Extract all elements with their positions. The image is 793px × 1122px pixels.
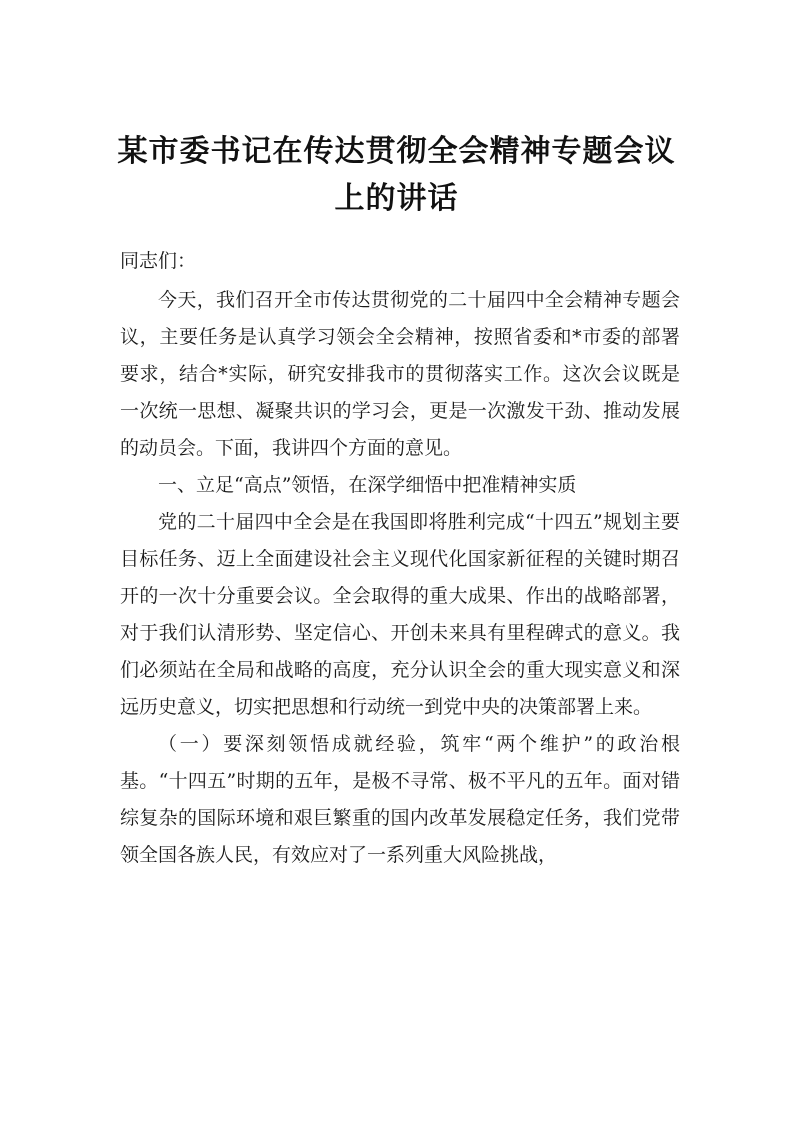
body-text xyxy=(120,282,680,874)
paragraph-intro: 今天，我们召开全市传达贯彻党的二十届四中全会精神专题会议，主要任务是认真学习领会全会精神，按照省委和*市委的部署要求，结合*实际，研究安排我市的贯彻落实工作。这次会议既是一次统一思想、凝聚共识的学习会，更是一次激发干劲、推动发展的动员会。下面，我讲四个方面的意见。 xyxy=(120,289,680,459)
document-title-line-1: 某市委书记在传达贯彻全会精神专题会议 xyxy=(117,134,676,169)
paragraph-section-1: 党的二十届四中全会是在我国即将胜利完成“十四五”规划主要目标任务、迈上全面建设社会主义现代化国家新征程的关键时期召开的一次十分重要会议。全会取得的重大成果、作出的战略部署，对于我们认清形势、坚定信心、开创未来具有里程碑式的意义。我们必须站在全局和战略的高度，充分认识全会的重大现实意义和深远历史意义，切实把思想和行动统一到党中央的决策部署上来。 xyxy=(120,511,680,718)
section-heading-1: 一、立足“高点”领悟，在深学细悟中把准精神实质 xyxy=(158,474,577,496)
greeting: 同志们： xyxy=(120,250,197,272)
document-title-line-2: 上的讲话 xyxy=(334,181,459,216)
paragraph-subsection-1: （一）要深刻领悟成就经验，筑牢“两个维护”的政治根基。“十四五”时期的五年，是极不寻常、极不平凡的五年。面对错综复杂的国际环境和艰巨繁重的国内改革发展稳定任务，我们党带领全国各族人民，有效应对了一系列重大风险挑战， xyxy=(120,733,680,866)
